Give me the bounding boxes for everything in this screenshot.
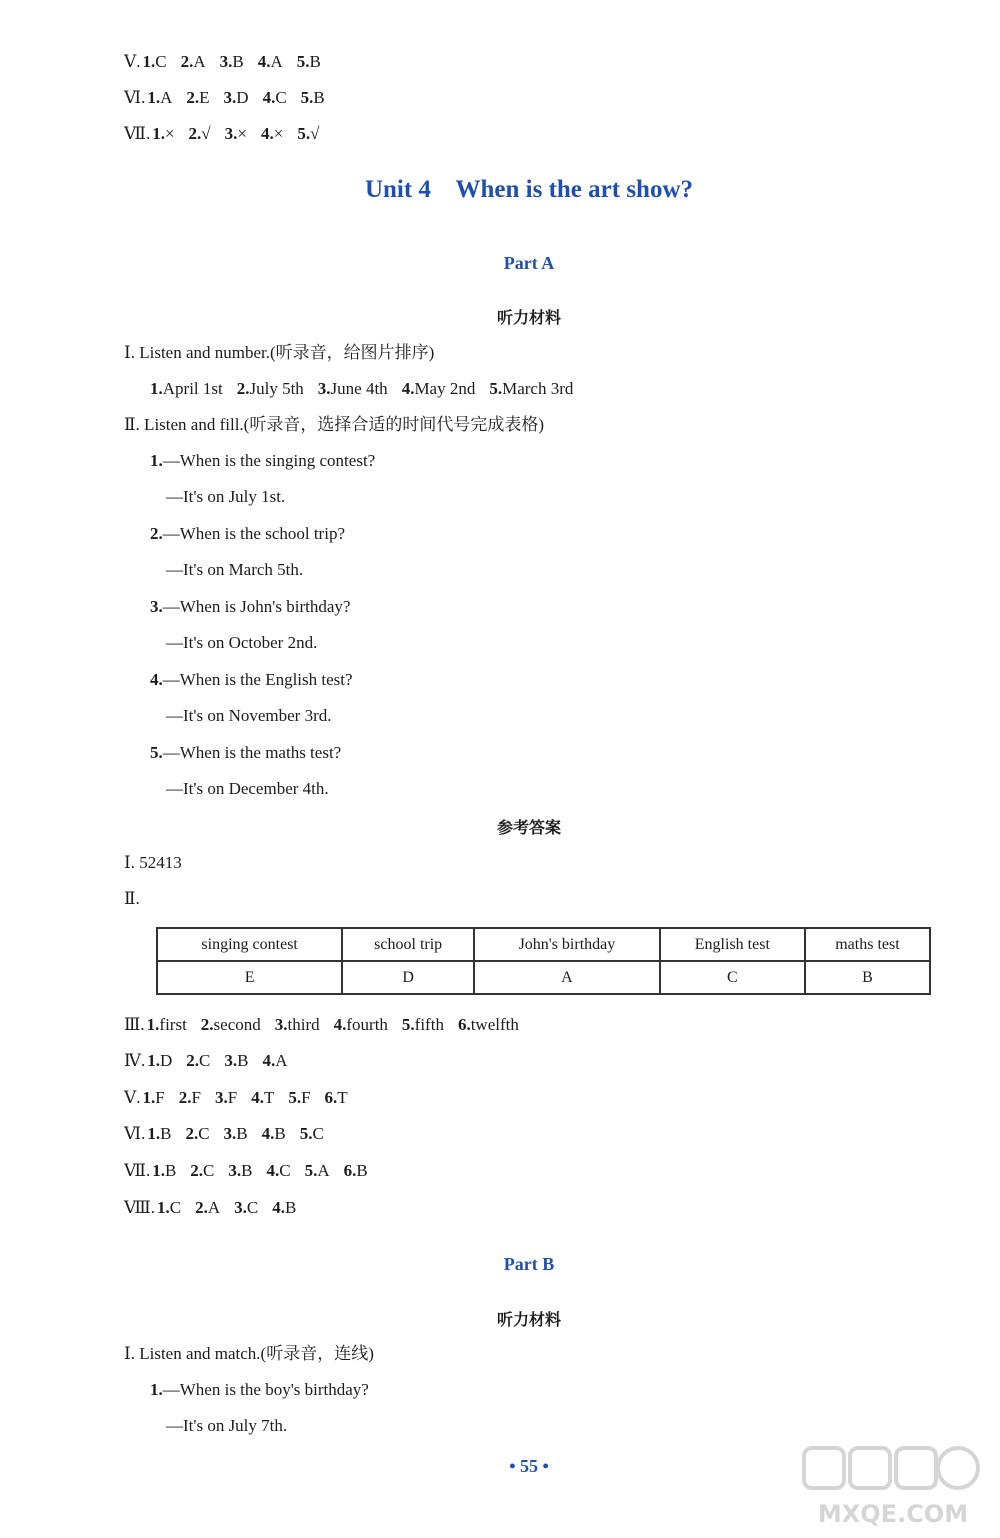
answers-title: 参考答案 <box>496 818 561 837</box>
part-a-listening-title: 听力材料 <box>496 308 561 327</box>
answer-item: 6.B <box>343 1161 368 1180</box>
answer-table-header-row <box>157 928 930 961</box>
answer-item: 2.√ <box>188 124 211 143</box>
answer-row-v-a <box>124 1086 362 1110</box>
answer-item: 2.C <box>190 1161 215 1180</box>
unit-title: Unit 4 When is the art show? <box>364 176 694 203</box>
answer-item: 4.C <box>266 1161 291 1180</box>
watermark-logo <box>800 1444 986 1530</box>
answer-i-value: 52413 <box>139 853 182 872</box>
dialog-question: 1.—When is the boy's birthday? <box>150 1380 369 1399</box>
table-header-cell: singing contest <box>157 928 342 961</box>
dialog-question: 4.—When is the English test? <box>150 670 353 689</box>
row-label: Ⅶ. <box>124 124 151 143</box>
row-label: Ⅳ. <box>124 1051 146 1070</box>
answer-item: 2.F <box>178 1088 201 1107</box>
answer-item: 3.× <box>224 124 247 143</box>
answer-item: 3.B <box>223 1124 248 1143</box>
answer-item: 1.B <box>147 1124 172 1143</box>
answer-item: 6.T <box>324 1088 348 1107</box>
row-label: Ⅲ. <box>124 1015 145 1034</box>
table-value-cell: A <box>474 961 660 994</box>
row-label: Ⅴ. <box>124 52 141 71</box>
dialog-answer: —It's on July 1st. <box>166 487 286 506</box>
dialog-question: 5.—When is the maths test? <box>150 743 342 762</box>
dialog-answer: —It's on July 7th. <box>166 1416 288 1435</box>
part-a-title: Part A <box>503 253 555 273</box>
answer-item: 5.A <box>304 1161 330 1180</box>
answer-row-iii <box>124 1013 533 1037</box>
answer-item: 5.March 3rd <box>489 379 574 398</box>
answer-item: 3.B <box>219 52 244 71</box>
dialog-answer: —It's on October 2nd. <box>166 633 318 652</box>
answer-item: 4.A <box>262 1051 288 1070</box>
answer-item: 2.E <box>186 88 210 107</box>
answer-item: 4.C <box>262 88 287 107</box>
dialog-answer: —It's on March 5th. <box>166 560 304 579</box>
dialog-question: 1.—When is the singing contest? <box>150 451 376 470</box>
answer-item: 3.June 4th <box>317 379 388 398</box>
answer-item: 1.April 1st <box>150 379 223 398</box>
answer-row-iv <box>124 1049 301 1073</box>
part-a-ii-heading: Ⅱ. Listen and fill.(听录音，选择合适的时间代号完成表格) <box>124 415 544 434</box>
answer-item: 5.B <box>300 88 325 107</box>
answer-item: 3.third <box>274 1015 320 1034</box>
answer-table-value-row <box>157 961 930 994</box>
answer-item: 2.A <box>195 1198 221 1217</box>
answer-item: 4.T <box>251 1088 275 1107</box>
table-value-cell: B <box>805 961 930 994</box>
answer-ii-label: Ⅱ. <box>124 889 140 908</box>
part-a-i-heading: Ⅰ. Listen and number.(听录音，给图片排序) <box>124 343 435 362</box>
answer-item: 3.B <box>228 1161 253 1180</box>
part-b-listening-title: 听力材料 <box>496 1310 561 1329</box>
answer-item: 1.D <box>147 1051 173 1070</box>
part-b-title: Part B <box>503 1254 555 1274</box>
answer-item: 2.A <box>180 52 206 71</box>
table-header-cell: John's birthday <box>474 928 660 961</box>
table-value-cell: E <box>157 961 342 994</box>
answer-item: 1.F <box>142 1088 165 1107</box>
answer-item: 2.second <box>200 1015 261 1034</box>
answer-item: 5.fifth <box>401 1015 444 1034</box>
answer-item: 4.B <box>272 1198 297 1217</box>
part-b-i-heading: Ⅰ. Listen and match.(听录音，连线) <box>124 1344 374 1363</box>
answer-item: 2.C <box>186 1051 211 1070</box>
answer-item: 1.B <box>152 1161 177 1180</box>
answer-table <box>156 927 931 995</box>
answer-item: 4.May 2nd <box>401 379 476 398</box>
answer-item: 1.first <box>146 1015 187 1034</box>
answer-i <box>124 851 182 875</box>
dialog-answer: —It's on December 4th. <box>166 779 329 798</box>
table-value-cell: D <box>342 961 474 994</box>
row-label: Ⅷ. <box>124 1198 156 1217</box>
answer-row-vi-a <box>124 1122 338 1146</box>
answer-item: 1.C <box>142 52 167 71</box>
answer-item: 4.fourth <box>333 1015 388 1034</box>
table-header-cell: school trip <box>342 928 474 961</box>
answer-item: 1.× <box>152 124 175 143</box>
answer-item: 2.C <box>185 1124 210 1143</box>
answer-item: 4.× <box>260 124 284 143</box>
answer-item: 1.C <box>157 1198 182 1217</box>
answer-item: 5.B <box>296 52 321 71</box>
answer-item: 2.July 5th <box>236 379 304 398</box>
answer-item: 3.D <box>223 88 249 107</box>
dialog-question: 3.—When is John's birthday? <box>150 597 351 616</box>
row-label: Ⅴ. <box>124 1088 141 1107</box>
answer-item: 5.√ <box>297 124 320 143</box>
row-label: Ⅵ. <box>124 1124 146 1143</box>
row-label: Ⅵ. <box>124 88 146 107</box>
answer-row-vii <box>124 122 333 146</box>
answer-item: 3.F <box>214 1088 238 1107</box>
table-header-cell: English test <box>660 928 805 961</box>
answer-item: 3.B <box>224 1051 249 1070</box>
page-number: • 55 • <box>509 1456 549 1476</box>
dialog-answer: —It's on November 3rd. <box>166 706 332 725</box>
answer-row-viii <box>124 1196 310 1220</box>
watermark-text: MXQE.COM <box>817 1500 969 1528</box>
answer-row-vii-a <box>124 1159 382 1183</box>
answer-row-v <box>124 50 335 74</box>
answer-i-label: Ⅰ. <box>124 853 135 872</box>
table-header-cell: maths test <box>805 928 930 961</box>
dialog-question: 2.—When is the school trip? <box>150 524 345 543</box>
row-label: Ⅶ. <box>124 1161 151 1180</box>
answer-item: 4.A <box>257 52 283 71</box>
answer-item: 4.B <box>261 1124 286 1143</box>
answer-item: 6.twelfth <box>457 1015 519 1034</box>
table-value-cell: C <box>660 961 805 994</box>
answer-item: 5.F <box>288 1088 311 1107</box>
answer-row-vi <box>124 86 339 110</box>
answer-item: 5.C <box>299 1124 324 1143</box>
answer-item: 3.C <box>234 1198 259 1217</box>
answer-item: 1.A <box>147 88 173 107</box>
part-a-i-items <box>150 377 587 401</box>
